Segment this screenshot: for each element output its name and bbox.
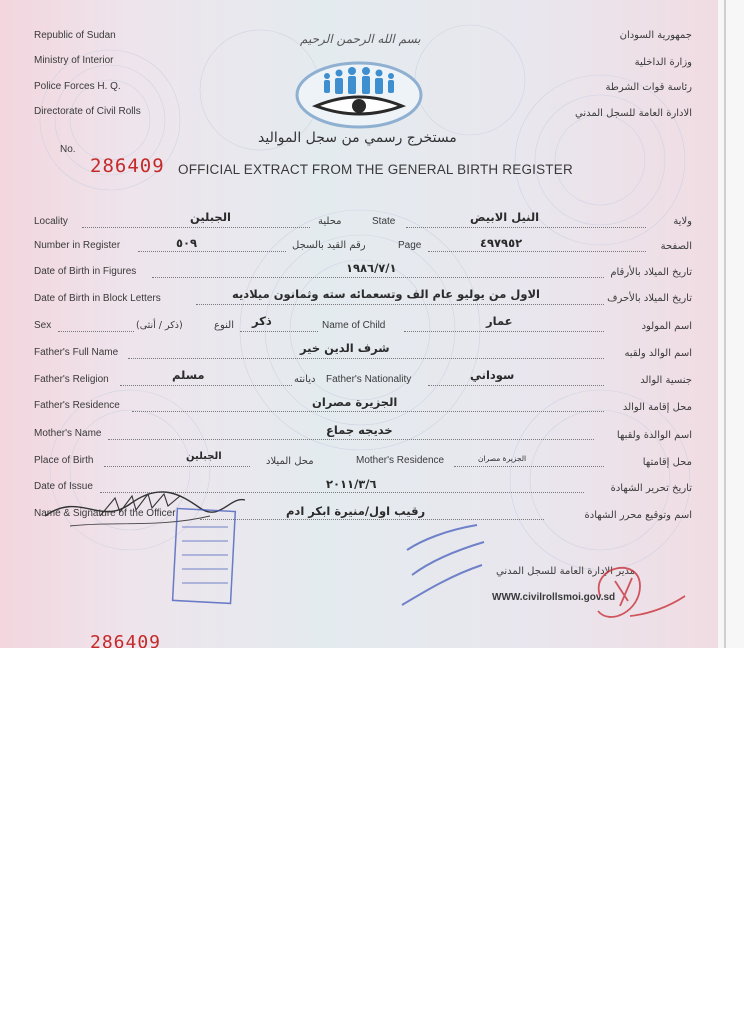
header-left-line-4: Directorate of Civil Rolls: [34, 106, 141, 117]
header-right-line-2: وزارة الداخلية: [634, 57, 692, 68]
dob-letters-value: الاول من يوليو عام الف وتسعمائه سته وثمانون ميلاديه: [232, 287, 540, 301]
date-of-issue-value: ٢٠١١/٣/٦: [326, 477, 377, 491]
page-label: Page: [398, 240, 422, 251]
father-residence-arabic-label: محل إقامة الوالد: [622, 402, 692, 413]
father-religion-label: Father's Religion: [34, 374, 109, 385]
locality-label: Locality: [34, 216, 68, 227]
header-right-line-4: الادارة العامة للسجل المدني: [574, 108, 692, 119]
father-residence-label: Father's Residence: [34, 400, 120, 411]
sex-arabic-label: النوع: [214, 320, 234, 331]
certificate-title: OFFICIAL EXTRACT FROM THE GENERAL BIRTH REGISTER: [178, 162, 573, 177]
director-title: مدير الإدارة العامة للسجل المدني: [496, 566, 636, 577]
father-religion-value: مسلم: [172, 368, 205, 382]
red-official-seal: [580, 556, 690, 636]
dob-letters-arabic-label: تاريخ الميلاد بالأحرف: [607, 293, 692, 304]
sex-value: ذكر: [252, 314, 272, 328]
name-of-child-arabic-label: اسم المولود: [641, 321, 692, 332]
header-right-line-3: رئاسة قوات الشرطة: [605, 82, 692, 93]
header-right-line-1: جمهورية السودان: [619, 30, 692, 41]
arabic-title: مستخرج رسمي من سجل المواليد: [258, 130, 457, 146]
state-value: النيل الابيض: [470, 210, 540, 224]
name-of-child-value: عمار: [486, 314, 513, 328]
page-edge: [718, 0, 744, 648]
number-in-register-label: Number in Register: [34, 240, 121, 251]
state-label: State: [372, 216, 396, 227]
number-in-register-arabic-label: رقم القيد بالسجل: [292, 240, 366, 251]
mother-name-value: خديجه جماع: [326, 423, 393, 437]
mother-residence-label: Mother's Residence: [356, 455, 445, 466]
father-nationality-label: Father's Nationality: [326, 374, 412, 385]
page-value: ٤٩٧٩٥٢: [480, 236, 523, 250]
sex-options-hint: (ذكر / أنثى): [136, 320, 183, 331]
mother-residence-arabic-label: محل إقامتها: [642, 457, 692, 468]
name-of-child-label: Name of Child: [322, 320, 386, 331]
header-left-line-1: Republic of Sudan: [34, 30, 116, 41]
father-residence-value: الجزيرة مصران: [312, 395, 398, 409]
locality-arabic-label: محلية: [318, 216, 342, 227]
sex-label: Sex: [34, 320, 52, 331]
father-full-name-label: Father's Full Name: [34, 347, 119, 358]
blue-rectangular-stamp: [170, 505, 240, 605]
officer-arabic-label: اسم وتوقيع محرر الشهادة: [584, 510, 692, 521]
officer-value: رقيب اول/منيرة ابكر ادم: [286, 504, 426, 518]
dob-figures-label: Date of Birth in Figures: [34, 266, 137, 277]
page-arabic-label: الصفحة: [660, 241, 692, 252]
state-arabic-label: ولاية: [673, 216, 692, 227]
mother-name-arabic-label: اسم الوالدة ولقبها: [616, 430, 692, 441]
civil-registry-emblem: [294, 60, 424, 130]
officer-label: Name & Signature of the Officer: [34, 508, 176, 519]
place-of-birth-value: الجبلين: [186, 451, 222, 462]
father-nationality-arabic-label: جنسية الوالد: [640, 375, 692, 386]
number-label: No.: [60, 144, 76, 155]
place-of-birth-label: Place of Birth: [34, 455, 94, 466]
date-of-issue-label: Date of Issue: [34, 481, 93, 492]
website: WWW.civilrollsmoi.gov.sd: [492, 592, 616, 603]
father-full-name-value: شرف الدين خير: [300, 341, 390, 355]
dob-figures-arabic-label: تاريخ الميلاد بالأرقام: [610, 267, 692, 278]
header-left-line-2: Ministry of Interior: [34, 55, 114, 66]
place-of-birth-arabic-label: محل الميلاد: [266, 456, 314, 467]
father-full-name-arabic-label: اسم الوالد ولقبه: [624, 348, 692, 359]
number-in-register-value: ٥٠٩: [176, 236, 198, 250]
date-of-issue-arabic-label: تاريخ تحرير الشهادة: [610, 483, 692, 494]
locality-value: الجبلين: [190, 210, 231, 224]
father-nationality-value: سوداني: [470, 368, 515, 382]
bottom-serial-number: 286409: [90, 632, 162, 648]
mother-name-label: Mother's Name: [34, 428, 102, 439]
serial-number: 286409: [90, 155, 165, 177]
father-religion-arabic-label: ديانته: [294, 374, 316, 385]
header-left-line-3: Police Forces H. Q.: [34, 81, 121, 92]
dob-letters-label: Date of Birth in Block Letters: [34, 293, 161, 304]
mother-residence-value: الجزيرة مصران: [478, 454, 527, 463]
blue-handwritten-annotation: [392, 520, 492, 615]
basmala: بسم الله الرحمن الرحيم: [300, 32, 421, 46]
dob-figures-value: ١٩٨٦/٧/١: [346, 261, 397, 275]
